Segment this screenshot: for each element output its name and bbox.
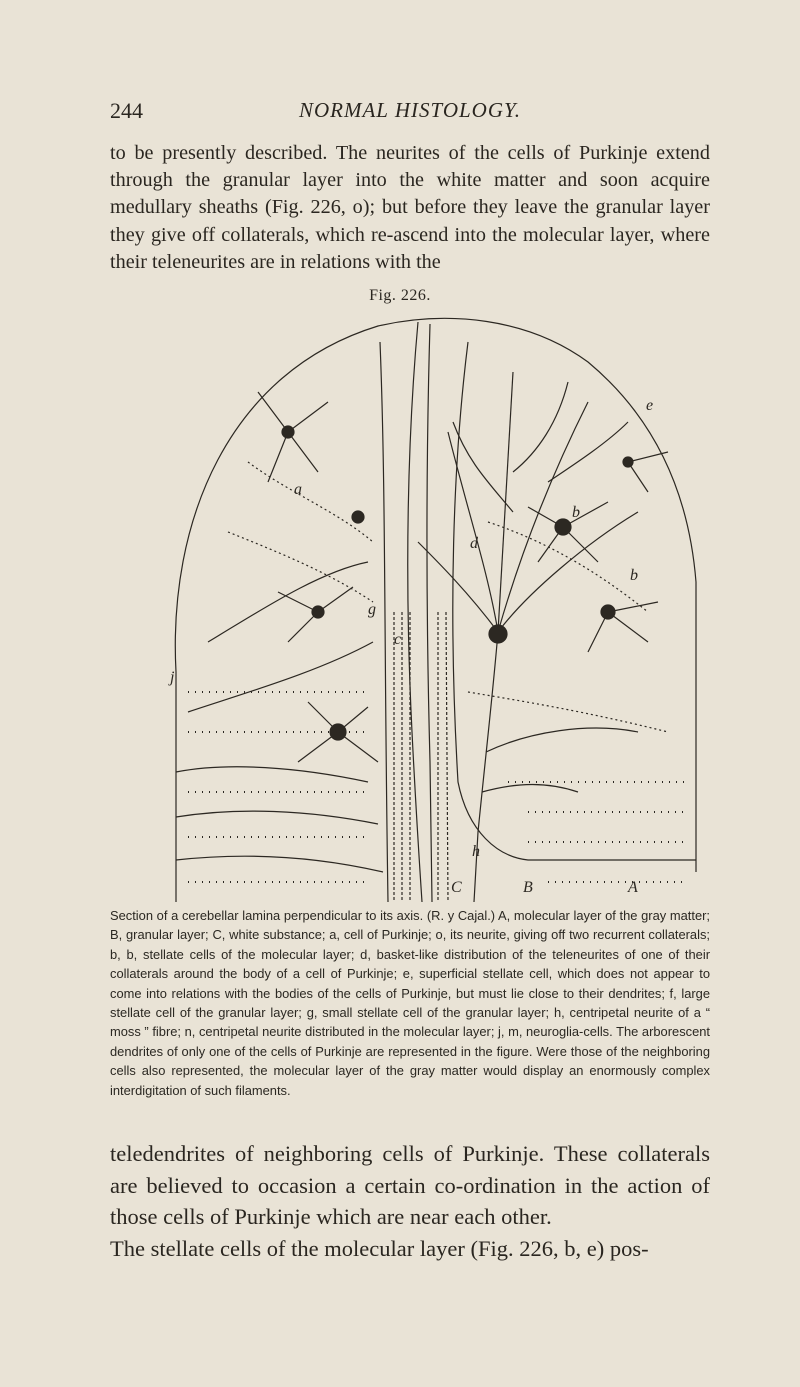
body-paragraph-bottom-2: The stellate cells of the molecular layer (Fig. 226, b, e) pos- (110, 1235, 649, 1261)
letter-A: A (628, 879, 638, 896)
letter-c: c (394, 631, 402, 648)
page-header (110, 98, 710, 128)
letter-a: a (294, 481, 302, 498)
body-paragraph-bottom (110, 1138, 710, 1264)
figure-caption: Section of a cerebellar lamina perpendicular to its axis. (R. y Cajal.) A, molecular layer of the gray matter; B, granular layer; C, white substance; a, cell of Purkinje; o, its neurite, giving off two recurrent collaterals; b, b, stellate cells of the molecular layer; d, basket-like distribution of the teleneurites of one of their collaterals around the body of a cell of Purkinje; e, superficial stellate cell, which does not appear to come into relations with the bodies of the cells of Purkinje, but must lie close to their dendrites; f, large stellate cell of the granular layer; g, small stellate cell of the granular layer; h, centripetal neurite of a “ moss ” fibre; n, centripetal neurite distributed in the molecular layer; j, m, neuroglia-cells. The arborescent dendrites of only one of the cells of Purkinje are represented in the figure. Were those of the neighboring cells also represented, the molecular layer of the gray matter would display an enormously complex interdigitation of such filaments. (110, 908, 710, 1098)
figure-drawing (168, 312, 700, 904)
cerebellum-histology-figure (168, 312, 700, 904)
figure-label: Fig. 226. (369, 287, 431, 304)
running-title: NORMAL HISTOLOGY. (298, 98, 521, 122)
letter-e: e (646, 397, 654, 414)
letter-d: d (470, 535, 478, 552)
letter-j: j (170, 669, 175, 686)
letter-C: C (451, 879, 462, 896)
letter-g: g (368, 601, 376, 618)
body-paragraph-top: to be presently described. The neurites of the cells of Purkinje extend through the granular layer into the white matter and soon acquire medullary sheaths (Fig. 226, o); but before they leave the granular layer they give off collaterals, which re-ascend into the molecular layer, where their teleneurites are in relations with the (110, 142, 710, 273)
page-number: 244 (110, 98, 143, 123)
letter-B: B (523, 879, 533, 896)
letter-h: h (472, 843, 480, 860)
body-paragraph-bottom-1: teledendrites of neighboring cells of Purkinje. These collaterals are believed to occasion a certain co-ordination in the action of those cells of Purkinje which are near each other. (110, 1141, 710, 1229)
letter-b1: b (572, 504, 580, 521)
letter-b2: b (630, 567, 638, 584)
